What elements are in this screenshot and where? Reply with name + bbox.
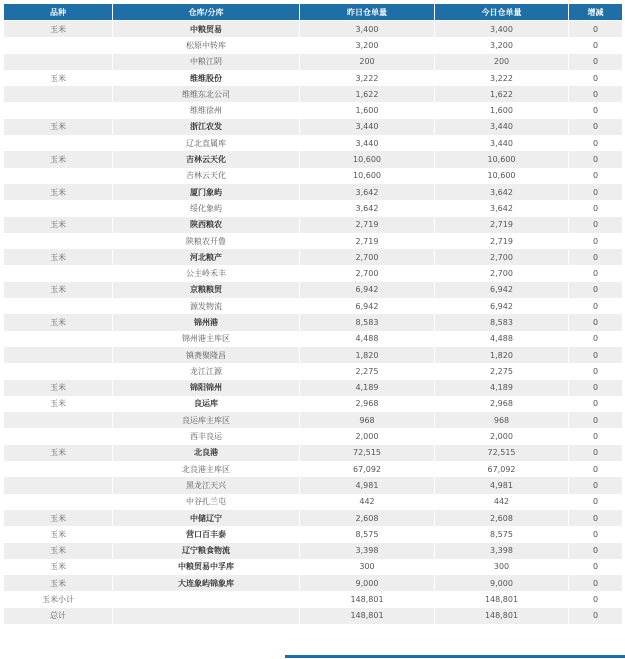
header-change[interactable]: 增减 — [569, 4, 623, 21]
table-row — [4, 608, 623, 624]
change-cell: 0 — [569, 428, 623, 444]
table-row — [4, 526, 623, 542]
yesterday-cell: 4,981 — [300, 477, 435, 493]
warehouse-cell: 辽北直属库 — [113, 135, 300, 151]
change-cell: 0 — [569, 559, 623, 575]
warehouse-cell: 锦州港 — [113, 314, 300, 330]
change-cell: 0 — [569, 184, 623, 200]
table-row — [4, 380, 623, 396]
change-cell: 0 — [569, 494, 623, 510]
warehouse-cell: 北良港 — [113, 445, 300, 461]
change-cell: 0 — [569, 380, 623, 396]
variety-cell — [4, 265, 113, 281]
change-cell: 0 — [569, 54, 623, 70]
variety-cell: 玉米小计 — [4, 591, 113, 607]
change-cell: 0 — [569, 102, 623, 118]
variety-cell: 玉米 — [4, 445, 113, 461]
variety-cell — [4, 428, 113, 444]
yesterday-cell: 1,600 — [300, 102, 435, 118]
yesterday-cell: 2,700 — [300, 265, 435, 281]
table-row — [4, 184, 623, 200]
table-row — [4, 37, 623, 53]
today-cell: 10,600 — [435, 168, 569, 184]
warehouse-cell: 维维东北公司 — [113, 86, 300, 102]
change-cell: 0 — [569, 265, 623, 281]
table-row — [4, 135, 623, 151]
warehouse-cell: 辽宁粮食物流 — [113, 543, 300, 559]
table-row — [4, 200, 623, 216]
header-yesterday-receipts[interactable]: 昨日仓单量 — [300, 4, 435, 21]
variety-cell: 总计 — [4, 608, 113, 624]
today-cell: 2,719 — [435, 233, 569, 249]
table-row — [4, 119, 623, 135]
warehouse-cell: 浙江农发 — [113, 119, 300, 135]
yesterday-cell: 67,092 — [300, 461, 435, 477]
today-cell: 3,200 — [435, 37, 569, 53]
variety-cell: 玉米 — [4, 119, 113, 135]
yesterday-cell: 2,000 — [300, 428, 435, 444]
today-cell: 3,642 — [435, 200, 569, 216]
table-row — [4, 543, 623, 559]
change-cell: 0 — [569, 363, 623, 379]
change-cell: 0 — [569, 135, 623, 151]
yesterday-cell: 2,968 — [300, 396, 435, 412]
yesterday-cell: 9,000 — [300, 575, 435, 591]
yesterday-cell: 10,600 — [300, 151, 435, 167]
today-cell: 2,275 — [435, 363, 569, 379]
variety-cell — [4, 412, 113, 428]
today-cell: 968 — [435, 412, 569, 428]
change-cell: 0 — [569, 249, 623, 265]
today-cell: 300 — [435, 559, 569, 575]
warehouse-cell: 锦州港主库区 — [113, 331, 300, 347]
variety-cell — [4, 135, 113, 151]
warehouse-cell: 中粮贸易 — [113, 21, 300, 38]
change-cell: 0 — [569, 168, 623, 184]
table-row — [4, 559, 623, 575]
table-row — [4, 282, 623, 298]
change-cell: 0 — [569, 445, 623, 461]
today-cell: 4,981 — [435, 477, 569, 493]
variety-cell: 玉米 — [4, 575, 113, 591]
warehouse-cell: 河北粮产 — [113, 249, 300, 265]
change-cell: 0 — [569, 412, 623, 428]
table-row — [4, 347, 623, 363]
today-cell: 200 — [435, 54, 569, 70]
variety-cell — [4, 363, 113, 379]
change-cell: 0 — [569, 37, 623, 53]
warehouse-receipt-table — [3, 3, 623, 624]
variety-cell — [4, 331, 113, 347]
today-cell: 1,622 — [435, 86, 569, 102]
yesterday-cell: 3,200 — [300, 37, 435, 53]
variety-cell: 玉米 — [4, 151, 113, 167]
change-cell: 0 — [569, 543, 623, 559]
table-row — [4, 494, 623, 510]
table-row — [4, 428, 623, 444]
today-cell: 2,719 — [435, 217, 569, 233]
today-cell: 6,942 — [435, 282, 569, 298]
variety-cell — [4, 477, 113, 493]
today-cell: 3,398 — [435, 543, 569, 559]
yesterday-cell: 72,515 — [300, 445, 435, 461]
yesterday-cell: 3,398 — [300, 543, 435, 559]
table-row — [4, 591, 623, 607]
yesterday-cell: 8,583 — [300, 314, 435, 330]
today-cell: 2,700 — [435, 249, 569, 265]
today-cell: 10,600 — [435, 151, 569, 167]
variety-cell — [4, 86, 113, 102]
yesterday-cell: 2,719 — [300, 217, 435, 233]
variety-cell: 玉米 — [4, 396, 113, 412]
change-cell: 0 — [569, 331, 623, 347]
warehouse-cell: 吉林云天化 — [113, 168, 300, 184]
table-row — [4, 461, 623, 477]
table-row — [4, 86, 623, 102]
yesterday-cell: 200 — [300, 54, 435, 70]
yesterday-cell: 968 — [300, 412, 435, 428]
today-cell: 148,801 — [435, 608, 569, 624]
yesterday-cell: 148,801 — [300, 608, 435, 624]
yesterday-cell: 4,488 — [300, 331, 435, 347]
yesterday-cell: 4,189 — [300, 380, 435, 396]
change-cell: 0 — [569, 298, 623, 314]
variety-cell: 玉米 — [4, 282, 113, 298]
today-cell: 2,700 — [435, 265, 569, 281]
variety-cell: 玉米 — [4, 314, 113, 330]
change-cell: 0 — [569, 510, 623, 526]
yesterday-cell: 2,275 — [300, 363, 435, 379]
warehouse-cell: 大连象屿锦象库 — [113, 575, 300, 591]
variety-cell: 玉米 — [4, 21, 113, 38]
yesterday-cell: 3,642 — [300, 200, 435, 216]
yesterday-cell: 148,801 — [300, 591, 435, 607]
table-row — [4, 363, 623, 379]
table-header — [4, 4, 623, 21]
today-cell: 3,440 — [435, 135, 569, 151]
variety-cell — [4, 200, 113, 216]
table-row — [4, 217, 623, 233]
table-row — [4, 510, 623, 526]
today-cell: 2,968 — [435, 396, 569, 412]
table-row — [4, 249, 623, 265]
yesterday-cell: 442 — [300, 494, 435, 510]
change-cell: 0 — [569, 86, 623, 102]
table-row — [4, 575, 623, 591]
warehouse-cell: 中粮贸易中孚库 — [113, 559, 300, 575]
change-cell: 0 — [569, 575, 623, 591]
warehouse-cell: 陕粮农开鲁 — [113, 233, 300, 249]
yesterday-cell: 3,440 — [300, 135, 435, 151]
change-cell: 0 — [569, 233, 623, 249]
table-row — [4, 265, 623, 281]
today-cell: 2,608 — [435, 510, 569, 526]
change-cell: 0 — [569, 526, 623, 542]
today-cell: 2,000 — [435, 428, 569, 444]
warehouse-cell: 松原中转库 — [113, 37, 300, 53]
header-warehouse[interactable]: 仓库/分库 — [113, 4, 300, 21]
change-cell: 0 — [569, 608, 623, 624]
warehouse-cell: 镇赉聚隆昌 — [113, 347, 300, 363]
yesterday-cell: 6,942 — [300, 298, 435, 314]
header-variety[interactable]: 品种 — [4, 4, 113, 21]
today-cell: 9,000 — [435, 575, 569, 591]
warehouse-cell: 陕西粮农 — [113, 217, 300, 233]
variety-cell — [4, 54, 113, 70]
variety-cell — [4, 102, 113, 118]
table-row — [4, 233, 623, 249]
change-cell: 0 — [569, 119, 623, 135]
today-cell: 1,820 — [435, 347, 569, 363]
change-cell: 0 — [569, 347, 623, 363]
warehouse-cell: 良运库 — [113, 396, 300, 412]
warehouse-cell: 黑龙江天兴 — [113, 477, 300, 493]
warehouse-cell — [113, 608, 300, 624]
yesterday-cell: 3,440 — [300, 119, 435, 135]
warehouse-cell: 维维股份 — [113, 70, 300, 86]
table-row — [4, 396, 623, 412]
change-cell: 0 — [569, 477, 623, 493]
warehouse-cell: 源发物流 — [113, 298, 300, 314]
warehouse-cell: 西丰良运 — [113, 428, 300, 444]
today-cell: 3,400 — [435, 21, 569, 38]
variety-cell: 玉米 — [4, 249, 113, 265]
today-cell: 8,575 — [435, 526, 569, 542]
today-cell: 3,440 — [435, 119, 569, 135]
today-cell: 6,942 — [435, 298, 569, 314]
variety-cell: 玉米 — [4, 543, 113, 559]
yesterday-cell: 3,222 — [300, 70, 435, 86]
variety-cell — [4, 168, 113, 184]
variety-cell: 玉米 — [4, 217, 113, 233]
today-cell: 8,583 — [435, 314, 569, 330]
warehouse-cell: 中谷扎兰屯 — [113, 494, 300, 510]
yesterday-cell: 1,820 — [300, 347, 435, 363]
warehouse-cell: 维维徐州 — [113, 102, 300, 118]
table-body — [4, 21, 623, 624]
header-row — [4, 4, 623, 21]
warehouse-cell: 京粮粮贸 — [113, 282, 300, 298]
warehouse-cell: 龙江江源 — [113, 363, 300, 379]
today-cell: 1,600 — [435, 102, 569, 118]
change-cell: 0 — [569, 200, 623, 216]
variety-cell — [4, 37, 113, 53]
change-cell: 0 — [569, 396, 623, 412]
change-cell: 0 — [569, 591, 623, 607]
today-cell: 442 — [435, 494, 569, 510]
table-row — [4, 168, 623, 184]
change-cell: 0 — [569, 151, 623, 167]
variety-cell: 玉米 — [4, 559, 113, 575]
today-cell: 3,222 — [435, 70, 569, 86]
warehouse-cell — [113, 591, 300, 607]
yesterday-cell: 1,622 — [300, 86, 435, 102]
today-cell: 4,189 — [435, 380, 569, 396]
table-row — [4, 445, 623, 461]
today-cell: 148,801 — [435, 591, 569, 607]
warehouse-cell: 锦阳锦州 — [113, 380, 300, 396]
yesterday-cell: 3,400 — [300, 21, 435, 38]
header-today-receipts[interactable]: 今日仓单量 — [435, 4, 569, 21]
yesterday-cell: 10,600 — [300, 168, 435, 184]
table-row — [4, 21, 623, 38]
table-row — [4, 70, 623, 86]
table-row — [4, 54, 623, 70]
variety-cell: 玉米 — [4, 380, 113, 396]
horizontal-scrollbar[interactable] — [285, 655, 625, 658]
variety-cell: 玉米 — [4, 184, 113, 200]
yesterday-cell: 6,942 — [300, 282, 435, 298]
variety-cell — [4, 347, 113, 363]
table-row — [4, 298, 623, 314]
change-cell: 0 — [569, 282, 623, 298]
today-cell: 4,488 — [435, 331, 569, 347]
yesterday-cell: 3,642 — [300, 184, 435, 200]
warehouse-cell: 北良港主库区 — [113, 461, 300, 477]
today-cell: 72,515 — [435, 445, 569, 461]
warehouse-cell: 中储辽宁 — [113, 510, 300, 526]
variety-cell — [4, 494, 113, 510]
table-row — [4, 102, 623, 118]
variety-cell: 玉米 — [4, 70, 113, 86]
warehouse-cell: 吉林云天化 — [113, 151, 300, 167]
variety-cell: 玉米 — [4, 510, 113, 526]
yesterday-cell: 300 — [300, 559, 435, 575]
yesterday-cell: 2,608 — [300, 510, 435, 526]
change-cell: 0 — [569, 217, 623, 233]
warehouse-cell: 良运库主库区 — [113, 412, 300, 428]
variety-cell — [4, 298, 113, 314]
table-row — [4, 314, 623, 330]
warehouse-cell: 营口百丰泰 — [113, 526, 300, 542]
variety-cell: 玉米 — [4, 526, 113, 542]
today-cell: 67,092 — [435, 461, 569, 477]
yesterday-cell: 8,575 — [300, 526, 435, 542]
variety-cell — [4, 461, 113, 477]
table-row — [4, 412, 623, 428]
warehouse-cell: 绥化象屿 — [113, 200, 300, 216]
variety-cell — [4, 233, 113, 249]
table-row — [4, 331, 623, 347]
warehouse-cell: 公主岭禾丰 — [113, 265, 300, 281]
yesterday-cell: 2,700 — [300, 249, 435, 265]
change-cell: 0 — [569, 70, 623, 86]
yesterday-cell: 2,719 — [300, 233, 435, 249]
table-row — [4, 477, 623, 493]
change-cell: 0 — [569, 314, 623, 330]
today-cell: 3,642 — [435, 184, 569, 200]
warehouse-cell: 厦门象屿 — [113, 184, 300, 200]
change-cell: 0 — [569, 21, 623, 38]
table-row — [4, 151, 623, 167]
warehouse-cell: 中粮江阴 — [113, 54, 300, 70]
change-cell: 0 — [569, 461, 623, 477]
